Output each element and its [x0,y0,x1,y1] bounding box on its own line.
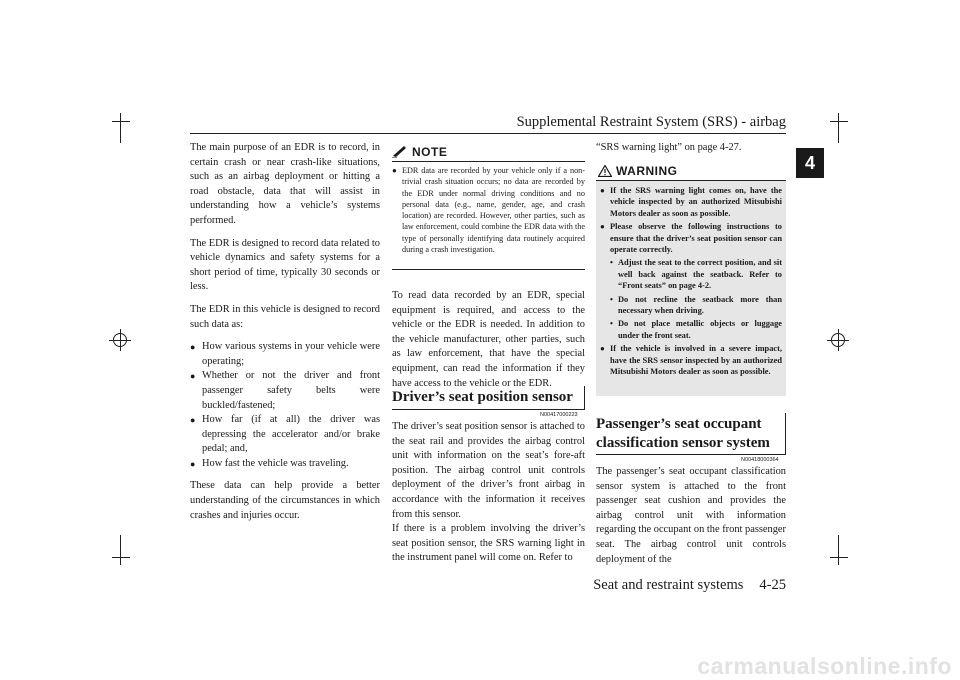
note-pen-icon [392,146,408,158]
list-item: ● How fast the vehicle was traveling. [190,457,380,472]
registration-mark-icon [113,333,127,347]
paragraph: The main purpose of an EDR is to record, in certain crash or near crash-like situations, such as an airbag deployment or hitting a road obstacle, data that will assist in understanding how a vehicle’s systems performed. [190,142,380,226]
crop-mark [112,557,130,558]
crop-mark [112,121,130,122]
paragraph: To read data recorded by an EDR, special equipment is required, and access to the vehicle or the EDR is needed. In addition to the vehicle manufacturer, other parties, such as law enforcement, that have the special equipment, can read the information if they have access to the vehicle or the EDR. [392,290,585,389]
section-reference-code: N00418000364 [741,457,779,463]
list-item: ● How far (if at all) the driver was depressing the accelerator and/or brake pedal; and, [190,413,380,457]
note-title: NOTE [412,145,448,159]
warning-header [596,162,786,181]
section-heading-passenger-occupant-sensor: Passenger’s seat occupant classification sensor system [596,413,786,455]
list-item: ● How various systems in your vehicle were operating; [190,340,380,369]
paragraph: “SRS warning light” on page 4-27. [596,142,742,153]
column-left [190,141,380,531]
warning-subitem: • Do not place metallic objects or luggage under the front seat. [600,318,782,341]
column-middle-lower [392,420,585,574]
note-header [392,143,585,162]
running-header: Supplemental Restraint System (SRS) - airbag [516,114,786,130]
header-rule [190,133,786,134]
column-right-lower [596,465,786,575]
crop-mark [120,113,121,143]
crop-mark [838,535,839,565]
column-right [596,141,786,164]
warning-item: ● If the vehicle is involved in a severe impact, have the SRS sensor inspected by an authorized Mitsubishi Motors dealer as soon as possible. [600,343,782,377]
warning-item: ● Please observe the following instructions to ensure that the driver’s seat position sensor can operate correctly. [600,221,782,255]
warning-item: ● If the SRS warning light comes on, have the vehicle inspected by an authorized Mitsubishi Motors dealer as soon as possible. [600,185,782,219]
warning-triangle-icon [598,165,612,177]
note-bottom-rule [392,269,585,270]
column-middle [392,289,585,399]
paragraph: If there is a problem involving the driver’s seat position sensor, the SRS warning light in the instrument panel will come on. Refer to [392,523,585,564]
crop-mark [120,535,121,565]
paragraph: The EDR is designed to record data related to vehicle dynamics and safety systems for a short period of time, typically 30 seconds or less. [190,237,380,293]
footer-section-name: Seat and restraint systems [593,577,744,593]
crop-mark [838,113,839,143]
warning-subitem: • Adjust the seat to the correct position, and sit well back against the seatback. Refer to “Front seats” on page 4-2. [600,257,782,291]
crop-mark [830,557,848,558]
warning-subitem: • Do not recline the seatback more than necessary when driving. [600,294,782,317]
crop-mark [830,121,848,122]
chapter-tab: 4 [796,148,824,178]
warning-title: WARNING [616,164,678,178]
section-heading-driver-seat-sensor: Driver’s seat position sensor [392,386,585,410]
bullet-list [190,340,380,471]
warning-text [596,181,786,378]
paragraph: These data can help provide a better understanding of the circumstances in which crashes and injuries occur. [190,480,380,521]
page-number: 4-25 [759,577,786,593]
section-reference-code: N00417000223 [540,412,578,418]
note-box [392,143,585,270]
registration-mark-icon [831,333,845,347]
list-item: ● Whether or not the driver and front passenger safety belts were buckled/fastened; [190,369,380,413]
paragraph: The EDR in this vehicle is designed to record such data as: [190,303,380,330]
warning-box [596,162,786,396]
watermark: carmanualsonline.info [697,653,952,679]
note-text: ● EDR data are recorded by your vehicle only if a non-trivial crash situation occurs; no data are recorded by the EDR under normal driving conditions and no personal data (e.g., name, gender, age, and crash location) are recorded. However, other parties, such as law enforcement, could combine the EDR data with the type of personally identifying data routinely acquired during a crash investigation. [392,162,585,255]
page-footer [593,577,786,594]
paragraph: The driver’s seat position sensor is attached to the seat rail and provides the airbag control unit with information on the seat’s fore-aft position. The airbag control unit controls deployment of the driver’s front airbag in accordance with the information it receives from this sensor. [392,421,585,520]
paragraph: The passenger’s seat occupant classification sensor system is attached to the front passenger seat cushion and provides the airbag control unit with information regarding the occupant on the front passenger seat. The airbag control unit controls deployment of the [596,466,786,565]
